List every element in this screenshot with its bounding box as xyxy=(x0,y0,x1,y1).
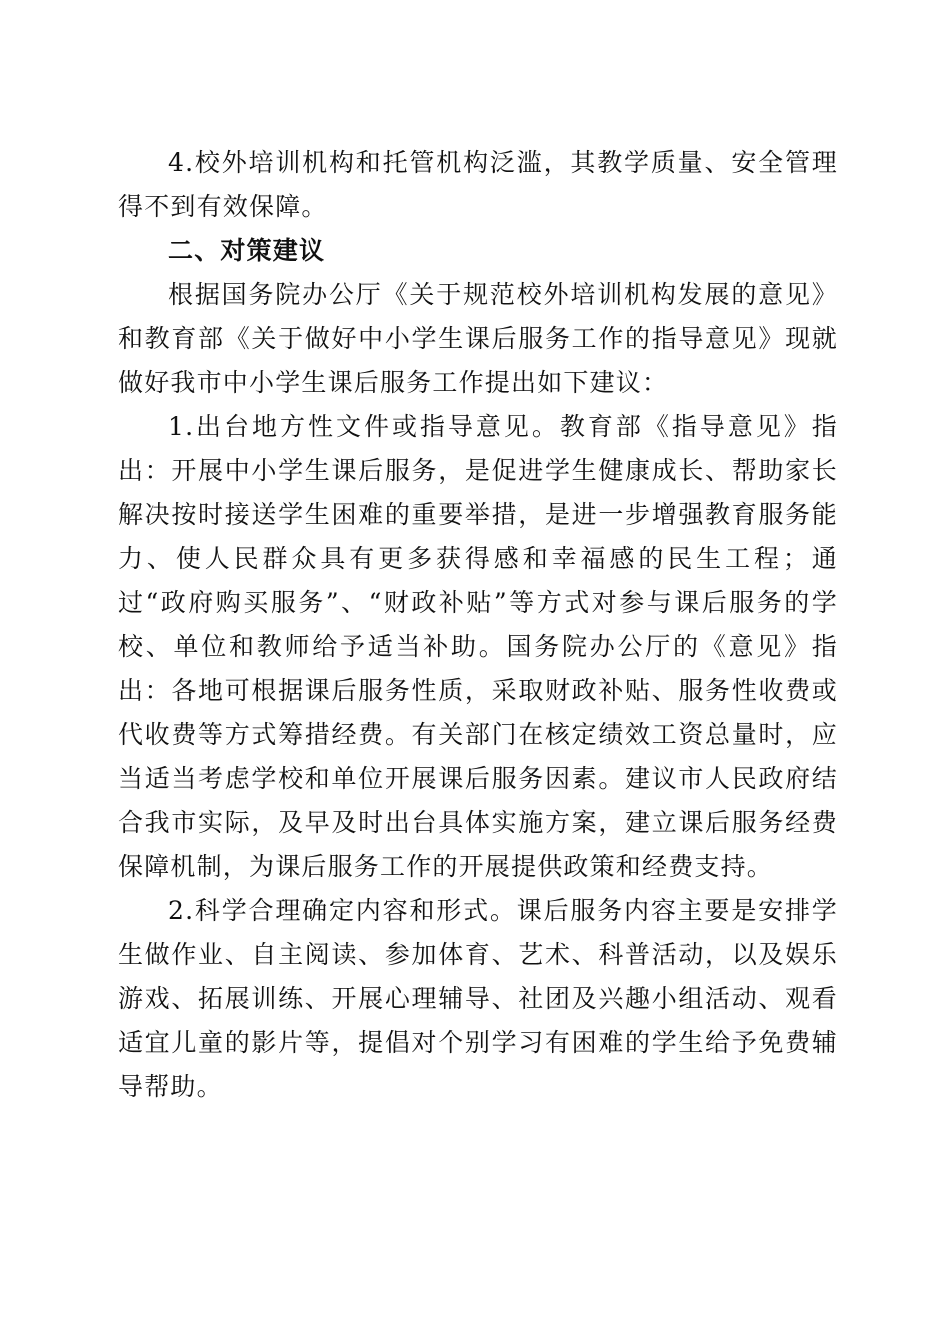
section-heading: 二、对策建议 xyxy=(168,236,326,265)
paragraph-suggestion-1: 1.出台地方性文件或指导意见。教育部《指导意见》指出：开展中小学生课后服务，是促进学生健康成长、帮助家长解决按时接送学生困难的重要举措，是进一步增强教育服务能力、使人民群众具有更多获得感和幸福感的民生工程；通过“政府购买服务”、“财政补贴”等方式对参与课后服务的学校、单位和教师给予适当补助。国务院办公厅的《意见》指出：各地可根据课后服务性质，采取财政补贴、服务性收费或代收费等方式筹措经费。有关部门在核定绩效工资总量时，应当适当考虑学校和单位开展课后服务因素。建议市人民政府结合我市实际，及早及时出台具体实施方案，建立课后服务经费保障机制，为课后服务工作的开展提供政策和经费支持。 xyxy=(118,412,838,881)
document-body xyxy=(118,141,838,1109)
paragraph-suggestion-2: 2.科学合理确定内容和形式。课后服务内容主要是安排学生做作业、自主阅读、参加体育、艺术、科普活动，以及娱乐游戏、拓展训练、开展心理辅导、社团及兴趣小组活动、观看适宜儿童的影片等，提倡对个别学习有困难的学生给予免费辅导帮助。 xyxy=(118,896,838,1101)
paragraph-intro: 根据国务院办公厅《关于规范校外培训机构发展的意见》和教育部《关于做好中小学生课后服务工作的指导意见》现就做好我市中小学生课后服务工作提出如下建议： xyxy=(118,280,838,397)
paragraph-point-4: 4.校外培训机构和托管机构泛滥，其教学质量、安全管理得不到有效保障。 xyxy=(118,148,838,221)
